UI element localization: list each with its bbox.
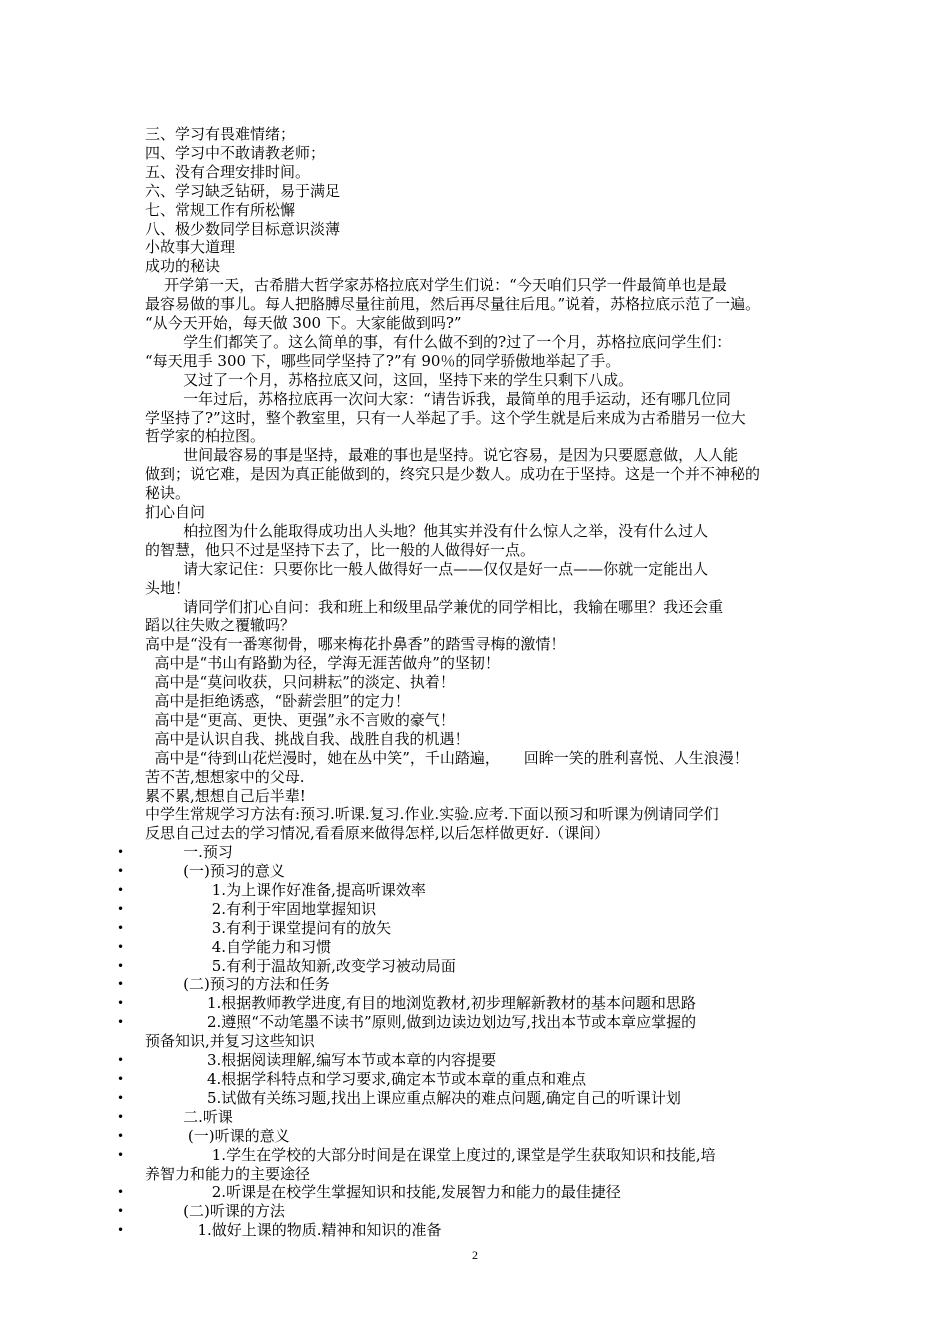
text-line: 1.为上课作好准备,提高听课效率	[145, 881, 426, 899]
text-line: 4.自学能力和习惯	[145, 938, 332, 956]
text-line: 2.遵照“不动笔墨不读书”原则,做到边读边划边写,找出本节或本章应掌握的	[145, 1013, 697, 1031]
text-line: 五、没有合理安排时间。	[145, 163, 311, 181]
text-line: 高中是“没有一番寒彻骨，哪来梅花扑鼻香”的踏雪寻梅的激情！	[145, 635, 566, 653]
text-line: 高中是“更高、更快、更强”永不言败的豪气！	[145, 711, 455, 729]
list-bullet: •	[117, 1129, 125, 1143]
text-line: 蹈以往失败之覆辙吗？	[145, 616, 296, 634]
list-bullet: •	[117, 959, 125, 973]
text-line: 高中是认识自我、挑战自我、战胜自我的机遇！	[145, 730, 470, 748]
text-line: 1.根据教师教学进度,有目的地浏览教材,初步理解新教材的基本问题和思路	[145, 994, 696, 1012]
text-line: 高中是拒绝诱惑，“卧薪尝胆”的定力！	[145, 692, 410, 710]
text-line: “每天甩手 300 下，哪些同学坚持了?”有 90％的同学骄傲地举起了手。	[145, 352, 621, 370]
text-line: 累不累,想想自己后半辈!	[145, 787, 306, 805]
text-line: 七、常规工作有所松懈	[145, 201, 296, 219]
text-line: 反思自己过去的学习情况,看看原来做得怎样,以后怎样做更好.（课间）	[145, 824, 610, 842]
text-line: 4.根据学科特点和学习要求,确定本节或本章的重点和难点	[145, 1070, 587, 1088]
text-line: 5.试做有关练习题,找出上课应重点解决的难点问题,确定自己的听课计划	[145, 1089, 681, 1107]
list-bullet: •	[117, 1148, 125, 1162]
text-line: 苦不苦,想想家中的父母.	[145, 768, 305, 786]
text-line: 一年过后，苏格拉底再一次问大家：“请告诉我，最简单的甩手运动，还有哪几位同	[145, 390, 731, 408]
text-line: 头地！	[145, 579, 191, 597]
text-line: 世间最容易的事是坚持，最难的事也是坚持。说它容易，是因为只要愿意做，人人能	[145, 446, 739, 464]
text-line: 中学生常规学习方法有:预习.听课.复习.作业.实验.应考.下面以预习和听课为例请同学们	[145, 805, 719, 823]
text-line: 四、学习中不敢请教老师；	[145, 144, 326, 162]
text-line: 成功的秘诀	[145, 257, 221, 275]
text-line: 3.有利于课堂提问有的放矢	[145, 919, 392, 937]
list-bullet: •	[117, 1072, 125, 1086]
list-bullet: •	[117, 1091, 125, 1105]
text-line: 1.做好上课的物质.精神和知识的准备	[145, 1221, 442, 1239]
text-line: 又过了一个月，苏格拉底又问，这回，坚持下来的学生只剩下八成。	[145, 371, 634, 389]
text-line: 做到；说它难，是因为真正能做到的，终究只是少数人。成功在于坚持。这是一个并不神秘的	[145, 465, 761, 483]
text-line: 二.听课	[145, 1108, 233, 1126]
text-line: 八、极少数同学目标意识淡薄	[145, 220, 341, 238]
list-bullet: •	[117, 996, 125, 1010]
text-line: 3.根据阅读理解,编写本节或本章的内容提要	[145, 1051, 497, 1069]
list-bullet: •	[117, 1204, 125, 1218]
list-bullet: •	[117, 977, 125, 991]
text-line: (一)听课的意义	[145, 1127, 290, 1145]
text-line: 六、学习缺乏钻研，易于满足	[145, 182, 341, 200]
text-line: 请同学们扪心自问：我和班上和级里品学兼优的同学相比，我输在哪里？我还会重	[145, 598, 724, 616]
text-line: 最容易做的事儿。每人把胳膊尽量往前甩，然后再尽量往后甩。”说着，苏格拉底示范了一遍。	[145, 295, 761, 313]
text-line: 高中是“书山有路勤为径，学海无涯苦做舟”的坚韧！	[145, 654, 500, 672]
list-bullet: •	[117, 1185, 125, 1199]
text-line: 学生们都笑了。这么简单的事，有什么做不到的?过了一个月，苏格拉底问学生们：	[145, 333, 732, 351]
text-line: 扪心自问	[145, 503, 206, 521]
list-bullet: •	[117, 845, 125, 859]
text-line: 高中是“莫问收获，只问耕耘”的淡定、执着！	[145, 673, 455, 691]
text-line: 高中是“待到山花烂漫时，她在丛中笑”，千山踏遍， 回眸一笑的胜利喜悦、人生浪漫！	[145, 749, 749, 767]
text-line: 柏拉图为什么能取得成功出人头地？他其实并没有什么惊人之举，没有什么过人	[145, 522, 709, 540]
text-line: (二)预习的方法和任务	[145, 975, 330, 993]
text-line: 养智力和能力的主要途径	[145, 1165, 311, 1183]
list-bullet: •	[117, 864, 125, 878]
text-line: 2.有利于牢固地掌握知识	[145, 900, 377, 918]
text-line: 小故事大道理	[145, 238, 236, 256]
text-line: 2.听课是在校学生掌握知识和技能,发展智力和能力的最佳捷径	[145, 1183, 621, 1201]
text-line: 秘诀。	[145, 484, 191, 502]
text-line: 1.学生在学校的大部分时间是在课堂上度过的,课堂是学生获取知识和技能,培	[145, 1146, 716, 1164]
text-line: 三、学习有畏难情绪；	[145, 125, 296, 143]
text-line: 开学第一天，古希腊大哲学家苏格拉底对学生们说：“今天咱们只学一件最简单也是最	[145, 276, 727, 294]
text-line: 学坚持了?”这时，整个教室里，只有一人举起了手。这个学生就是后来成为古希腊另一位大	[145, 409, 746, 427]
page-number: 2	[472, 1248, 478, 1262]
text-line: 请大家记住：只要你比一般人做得好一点——仅仅是好一点——你就一定能出人	[145, 560, 709, 578]
text-line: 哲学家的柏拉图。	[145, 427, 266, 445]
list-bullet: •	[117, 940, 125, 954]
text-line: 一.预习	[145, 843, 233, 861]
text-line: 5.有利于温故知新,改变学习被动局面	[145, 957, 456, 975]
list-bullet: •	[117, 1223, 125, 1237]
text-line: “从今天开始，每天做 300 下。大家能做到吗?”	[145, 314, 462, 332]
text-line: 的智慧，他只不过是坚持下去了，比一般的人做得好一点。	[145, 541, 536, 559]
list-bullet: •	[117, 902, 125, 916]
list-bullet: •	[117, 883, 125, 897]
list-bullet: •	[117, 1110, 125, 1124]
list-bullet: •	[117, 1015, 125, 1029]
text-line: (一)预习的意义	[145, 862, 285, 880]
list-bullet: •	[117, 921, 125, 935]
text-line: 预备知识,并复习这些知识	[145, 1032, 315, 1050]
list-bullet: •	[117, 1053, 125, 1067]
text-line: (二)听课的方法	[145, 1202, 285, 1220]
